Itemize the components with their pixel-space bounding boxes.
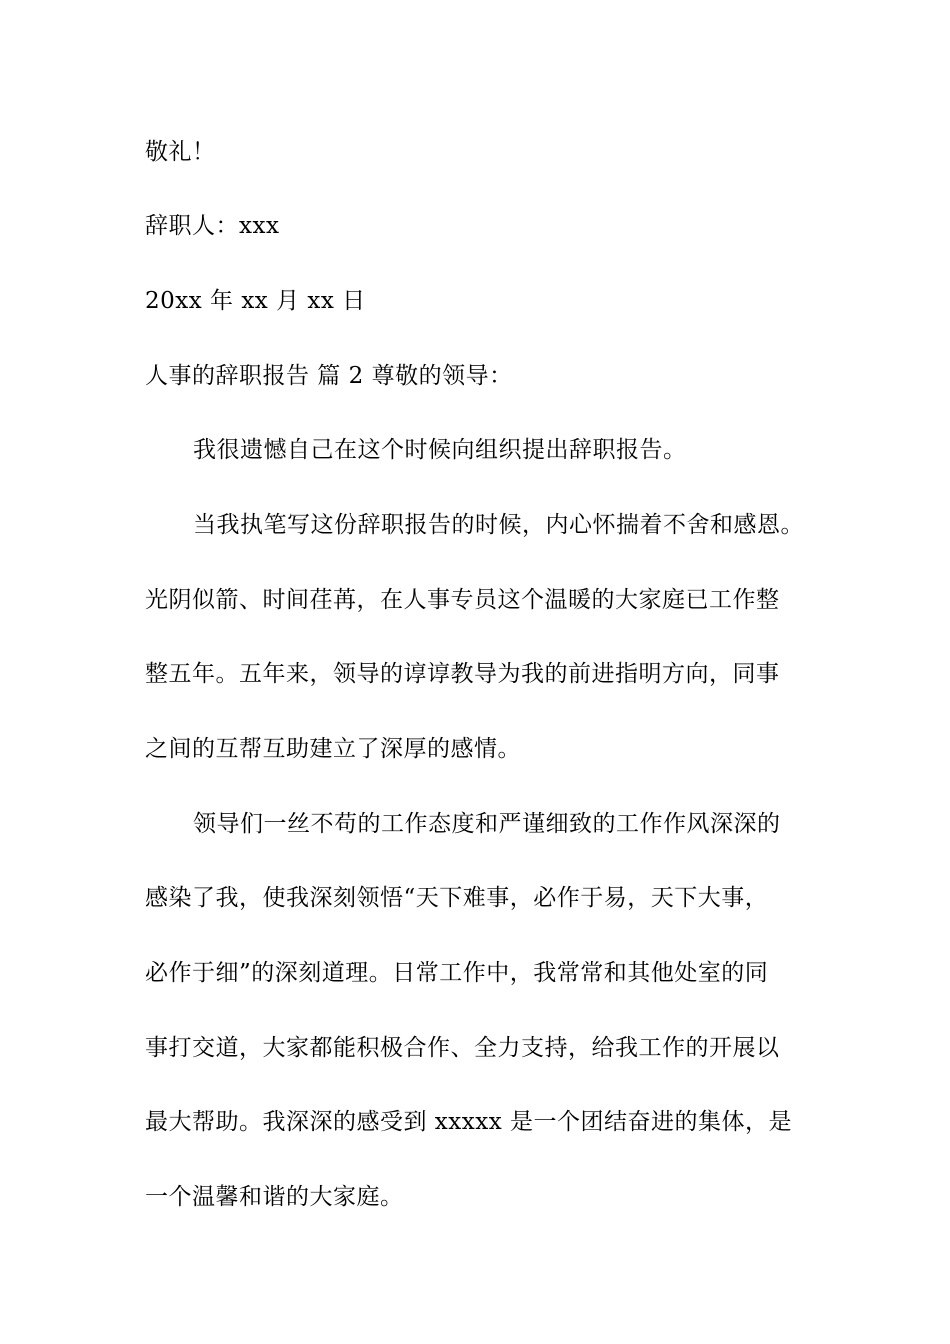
section-heading: 人事的辞职报告 篇 2 尊敬的领导： xyxy=(145,363,513,389)
paragraph-line: 感染了我，使我深刻领悟“天下难事，必作于易，天下大事， xyxy=(145,885,769,911)
paragraph-line: 领导们一丝不苟的工作态度和严谨细致的工作作风深深的 xyxy=(193,811,781,837)
paragraph-line: 一个温馨和谐的大家庭。 xyxy=(145,1184,404,1210)
paragraph-line: 最大帮助。我深深的感受到 xxxxx 是一个团结奋进的集体，是 xyxy=(145,1109,792,1135)
resigner-signature: 辞职人：xxx xyxy=(145,213,280,239)
paragraph-line: 之间的互帮互助建立了深厚的感情。 xyxy=(145,736,521,762)
closing-salutation: 敬礼！ xyxy=(145,139,216,165)
date-line: 20xx 年 xx 月 xx 日 xyxy=(145,288,366,314)
paragraph-line: 整五年。五年来，领导的谆谆教导为我的前进指明方向，同事 xyxy=(145,661,780,687)
paragraph-line: 我很遗憾自己在这个时候向组织提出辞职报告。 xyxy=(193,437,687,463)
paragraph-line: 必作于细”的深刻道理。日常工作中，我常常和其他处室的同 xyxy=(145,960,769,986)
paragraph-line: 事打交道，大家都能积极合作、全力支持，给我工作的开展以 xyxy=(145,1035,780,1061)
paragraph-line: 光阴似箭、时间荏苒，在人事专员这个温暖的大家庭已工作整 xyxy=(145,587,780,613)
paragraph-line: 当我执笔写这份辞职报告的时候，内心怀揣着不舍和感恩。 xyxy=(193,512,804,538)
